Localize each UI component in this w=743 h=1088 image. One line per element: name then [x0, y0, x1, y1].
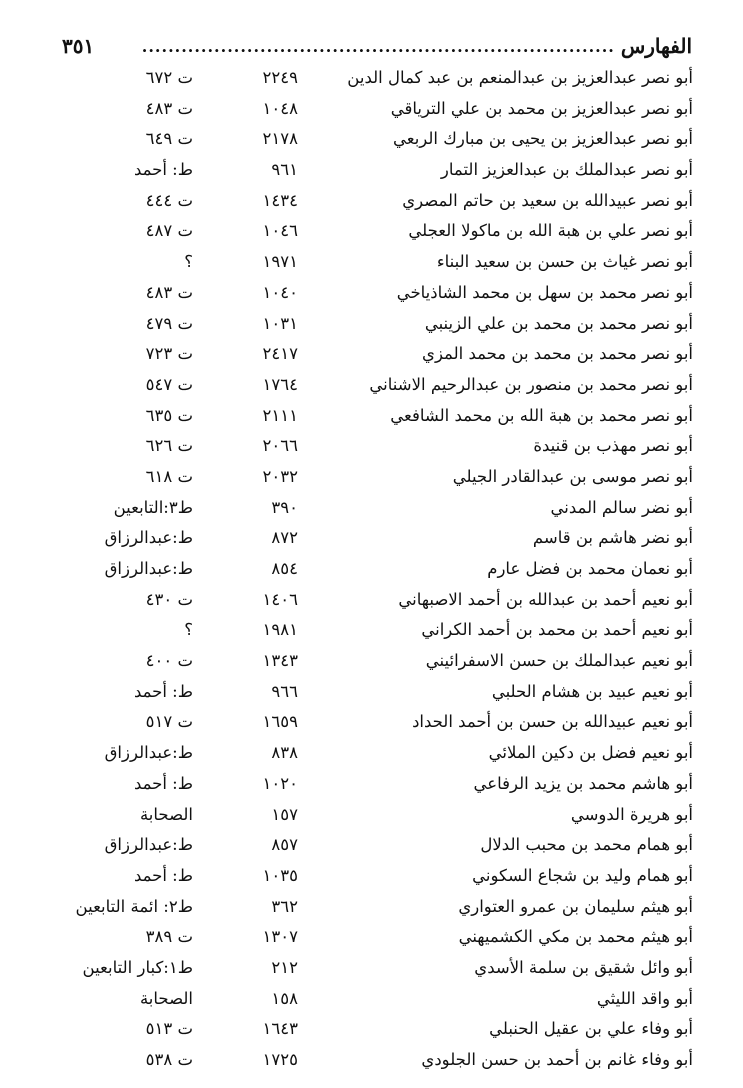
index-entry — [0, 158, 743, 189]
index-entry — [0, 895, 743, 926]
entry-number: ٩٦٦ — [271, 681, 298, 701]
entry-name: أبو هيثم محمد بن مكي الكشميهني — [458, 927, 693, 947]
entry-reference: ط١:كبار التابعين — [82, 957, 193, 977]
entry-name: أبو نصر محمد بن هبة الله بن محمد الشافعي — [390, 405, 693, 425]
index-entry — [0, 526, 743, 557]
index-entry — [0, 404, 743, 435]
index-entry — [0, 127, 743, 158]
entry-name: أبو وائل شقيق بن سلمة الأسدي — [474, 957, 693, 977]
entry-reference: ت ٤٤٤ — [145, 190, 193, 210]
entry-number: ٣٩٠ — [271, 497, 298, 517]
entry-reference: ت ٦٤٩ — [145, 129, 193, 149]
entry-name: أبو نصر غياث بن حسن بن سعيد البناء — [436, 252, 693, 272]
entry-name: أبو هيثم سليمان بن عمرو العتواري — [458, 896, 693, 916]
entry-name: أبو نعيم عبيد بن هشام الحلبي — [491, 681, 693, 701]
entry-reference: ط٣:التابعين — [113, 497, 193, 517]
page-title: الفهارس — [620, 34, 692, 58]
entry-name: أبو نصر عبدالعزيز بن محمد بن علي الترياقي — [390, 98, 693, 118]
entry-reference: ت ٤٨٧ — [145, 221, 193, 241]
entry-name: أبو نضر هاشم بن قاسم — [532, 528, 693, 548]
entry-number: ١٠٤٦ — [262, 221, 298, 241]
entry-number: ١٥٨ — [271, 988, 298, 1008]
index-entry — [0, 312, 743, 343]
index-entry — [0, 1048, 743, 1079]
entry-name: أبو نصر عبدالملك بن عبدالعزيز التمار — [440, 160, 693, 180]
entry-number: ٨٣٨ — [271, 743, 298, 763]
entry-reference: ط٢: ائمة التابعين — [75, 896, 193, 916]
index-entry — [0, 987, 743, 1018]
entry-name: أبو نصر محمد بن سهل بن محمد الشاذياخي — [396, 282, 693, 302]
entry-number: ١٩٨١ — [262, 620, 298, 640]
entry-number: ١٧٦٤ — [262, 374, 298, 394]
entry-reference: ت ٥١٣ — [145, 1019, 193, 1039]
entry-reference: ت ٦١٨ — [145, 466, 193, 486]
page-number: ٣٥١ — [62, 34, 95, 58]
entry-name: أبو وفاء علي بن عقيل الحنبلي — [489, 1019, 693, 1039]
index-entry — [0, 680, 743, 711]
entry-number: ١٠٤٠ — [262, 282, 298, 302]
entry-reference: ت ٣٨٩ — [145, 927, 193, 947]
entry-name: أبو نعيم عبدالملك بن حسن الاسفرائيني — [425, 651, 693, 671]
entry-reference: ط:عبدالرزاق — [104, 835, 193, 855]
entry-reference: ت ٥٤٧ — [145, 374, 193, 394]
entry-name: أبو نصر موسى بن عبدالقادر الجيلي — [452, 466, 693, 486]
entry-name: أبو نصر مهذب بن قنيدة — [533, 436, 693, 456]
index-entry — [0, 373, 743, 404]
entry-name: أبو نصر عبيدالله بن سعيد بن حاتم المصري — [402, 190, 693, 210]
entry-reference: ت ٤٠٠ — [145, 651, 193, 671]
entry-number: ١٥٧ — [271, 804, 298, 824]
index-entry — [0, 956, 743, 987]
entry-reference: الصحابة — [139, 804, 193, 824]
entry-name: أبو نعيم أحمد بن عبدالله بن أحمد الاصبهاني — [398, 589, 693, 609]
entry-number: ١٠٣٥ — [262, 865, 298, 885]
entry-reference: ت ٥٣٨ — [145, 1050, 193, 1069]
entry-reference: ط: أحمد — [133, 681, 193, 701]
index-entry — [0, 649, 743, 680]
entry-number: ٢٤١٧ — [262, 344, 298, 364]
entry-number: ٨٥٧ — [271, 835, 298, 855]
entry-number: ١٤٣٤ — [262, 190, 298, 210]
entry-number: ٢١١١ — [262, 405, 298, 425]
entry-number: ٨٥٤ — [271, 559, 298, 578]
index-list — [0, 66, 743, 1079]
entry-name: أبو نصر محمد بن محمد بن علي الزينبي — [424, 313, 693, 333]
index-entry — [0, 1017, 743, 1048]
index-entry — [0, 618, 743, 649]
entry-reference: ط: أحمد — [133, 865, 193, 885]
entry-number: ٣٦٢ — [271, 896, 298, 916]
index-entry — [0, 434, 743, 465]
index-entry — [0, 803, 743, 834]
index-entry — [0, 557, 743, 588]
entry-number: ٢١٢ — [271, 957, 298, 977]
entry-reference: ؟ — [184, 620, 193, 640]
entry-number: ١٧٢٥ — [262, 1050, 298, 1069]
entry-number: ٢٠٣٢ — [262, 466, 298, 486]
entry-number: ١٠٣١ — [262, 313, 298, 333]
entry-reference: ط: أحمد — [133, 773, 193, 793]
index-entry — [0, 342, 743, 373]
entry-reference: ت ٦٢٦ — [145, 436, 193, 456]
entry-reference: ت ٦٣٥ — [145, 405, 193, 425]
entry-number: ٨٧٢ — [271, 528, 298, 548]
index-entry — [0, 496, 743, 527]
entry-number: ١٣٤٣ — [262, 651, 298, 671]
entry-reference: ط: أحمد — [133, 160, 193, 180]
entry-reference: ت ٤٨٣ — [145, 282, 193, 302]
index-entry — [0, 833, 743, 864]
index-entry — [0, 864, 743, 895]
index-entry — [0, 281, 743, 312]
entry-name: أبو نعيم فضل بن دكين الملائي — [488, 743, 693, 763]
entry-reference: ط:عبدالرزاق — [104, 743, 193, 763]
index-entry — [0, 465, 743, 496]
index-entry — [0, 710, 743, 741]
entry-reference: ت ٤٣٠ — [145, 589, 193, 609]
entry-reference: ت ٧٢٣ — [145, 344, 193, 364]
entry-number: ١٦٥٩ — [262, 712, 298, 732]
entry-number: ٢٢٤٩ — [262, 68, 298, 87]
index-entry — [0, 219, 743, 250]
entry-number: ٩٦١ — [271, 160, 298, 180]
entry-number: ١٠٢٠ — [262, 773, 298, 793]
entry-name: أبو نصر محمد بن محمد بن محمد المزي — [422, 344, 693, 364]
entry-number: ١٤٠٦ — [262, 589, 298, 609]
entry-reference: الصحابة — [139, 988, 193, 1008]
entry-name: أبو نعيم عبيدالله بن حسن بن أحمد الحداد — [412, 712, 693, 732]
entry-number: ١٩٧١ — [262, 252, 298, 272]
entry-name: أبو نصر عبدالعزيز بن يحيى بن مبارك الربعي — [393, 129, 693, 149]
index-entry — [0, 189, 743, 220]
index-entry — [0, 772, 743, 803]
header-leader-dots: ........................................................................ — [141, 36, 615, 56]
entry-name: أبو نصر محمد بن منصور بن عبدالرحيم الاشناني — [369, 374, 693, 394]
entry-name: أبو نعيم أحمد بن محمد بن أحمد الكراني — [421, 620, 693, 640]
entry-number: ١٠٤٨ — [262, 98, 298, 118]
entry-name: أبو همام وليد بن شجاع السكوني — [472, 865, 693, 885]
index-entry — [0, 588, 743, 619]
index-entry — [0, 925, 743, 956]
entry-reference: ت ٥١٧ — [145, 712, 193, 732]
index-entry — [0, 66, 743, 97]
entry-number: ٢٠٦٦ — [262, 436, 298, 456]
entry-reference: ط:عبدالرزاق — [104, 528, 193, 548]
entry-name: أبو هاشم محمد بن يزيد الرفاعي — [473, 773, 693, 793]
entry-name: أبو نصر عبدالعزيز بن عبدالمنعم بن عبد كمال الدين — [347, 68, 693, 87]
entry-name: أبو وفاء غانم بن أحمد بن حسن الجلودي — [421, 1050, 693, 1069]
entry-reference: ت ٤٧٩ — [145, 313, 193, 333]
entry-name: أبو همام محمد بن محبب الدلال — [480, 835, 693, 855]
page-header — [62, 30, 692, 62]
index-entry — [0, 250, 743, 281]
entry-reference: ؟ — [184, 252, 193, 272]
entry-name: أبو هريرة الدوسي — [570, 804, 693, 824]
entry-name: أبو واقد الليثي — [596, 988, 693, 1008]
entry-reference: ت ٦٧٢ — [145, 68, 193, 87]
index-entry — [0, 741, 743, 772]
entry-number: ١٣٠٧ — [262, 927, 298, 947]
entry-number: ١٦٤٣ — [262, 1019, 298, 1039]
entry-reference: ت ٤٨٣ — [145, 98, 193, 118]
entry-name: أبو نصر علي بن هبة الله بن ماكولا العجلي — [408, 221, 693, 241]
entry-name: أبو نضر سالم المدني — [550, 497, 693, 517]
entry-number: ٢١٧٨ — [262, 129, 298, 149]
entry-reference: ط:عبدالرزاق — [104, 559, 193, 578]
index-entry — [0, 97, 743, 128]
entry-name: أبو نعمان محمد بن فضل عارم — [487, 559, 693, 578]
